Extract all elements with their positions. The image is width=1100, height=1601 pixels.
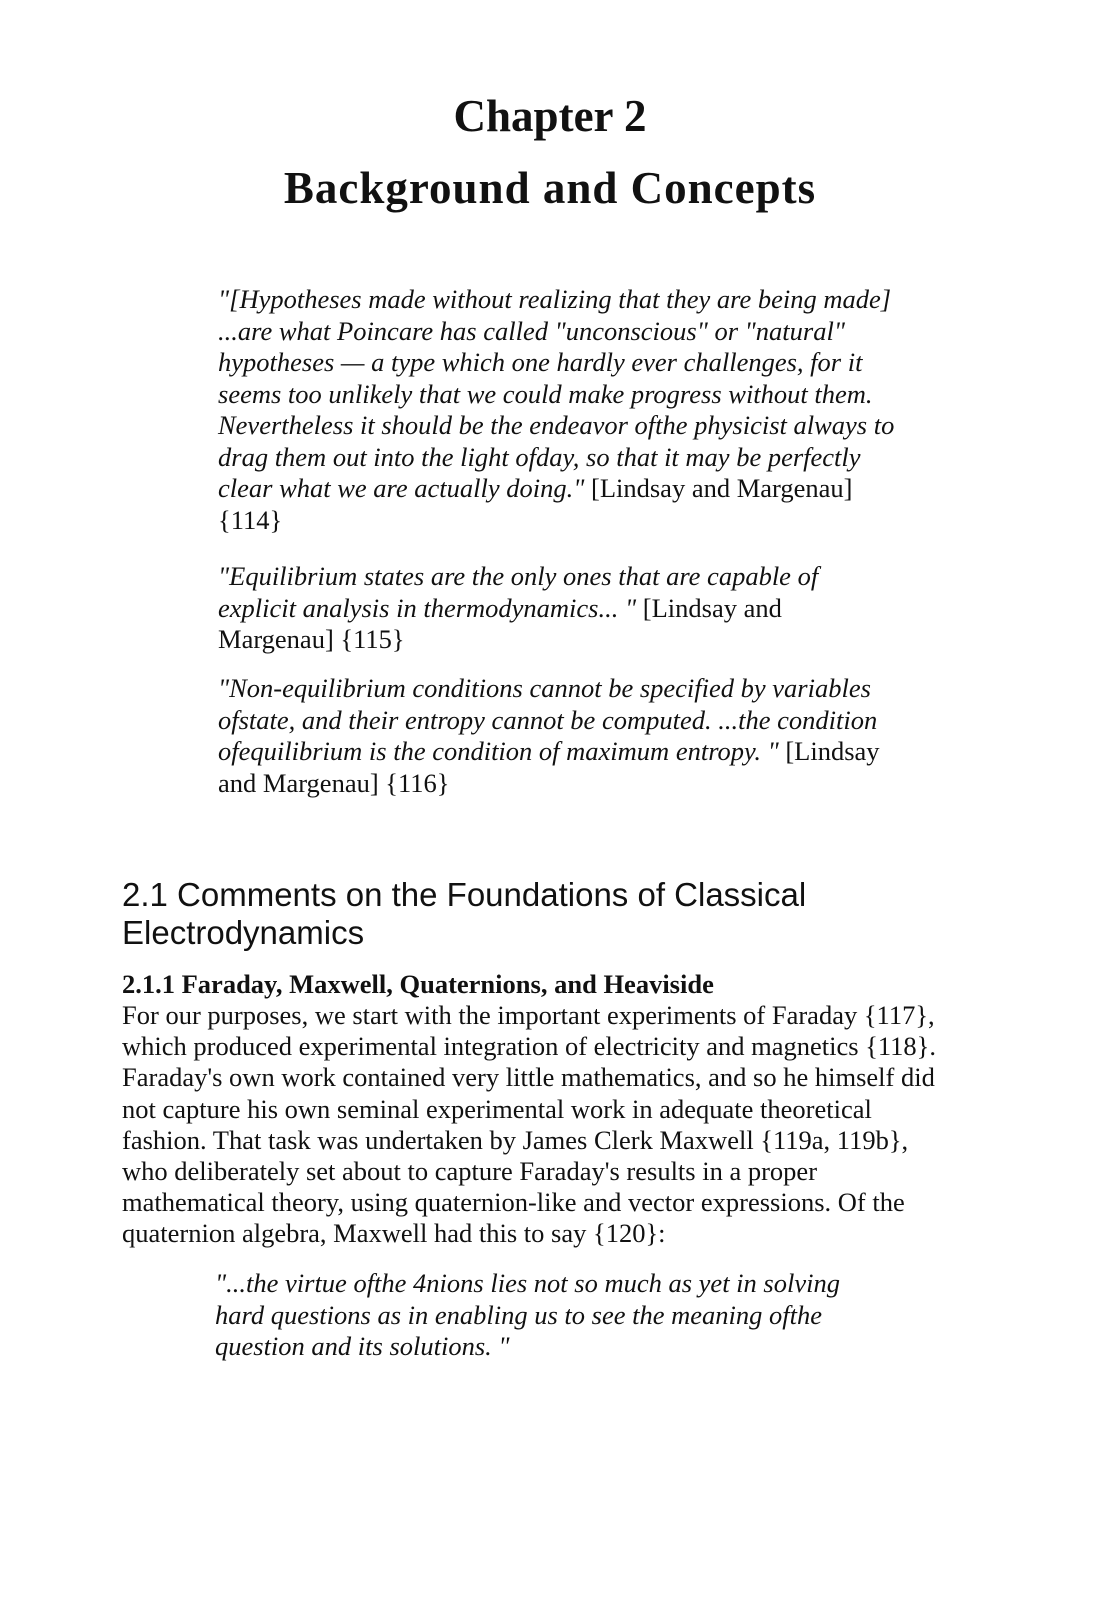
subsection-heading: 2.1.1 Faraday, Maxwell, Quaternions, and Heaviside — [122, 969, 714, 999]
section-heading: 2.1 Comments on the Foundations of Classical Electrodynamics — [122, 876, 807, 951]
chapter-title: Background and Concepts — [283, 163, 817, 213]
epigraph-quote: "[Hypotheses made without realizing that they are being made] ...are what Poincare has called "unconscious" or "natural" hypotheses — a type which one hardly ever challenges, for it seems too unlikely that we could make progress without them. Nevertheless it should be the endeavor ofthe physicist always to drag them out into the light ofday, so that it may be perfectly clear what we are actually doing." — [218, 284, 895, 503]
epigraph-citation: [Lindsay and Margenau] {116} — [218, 736, 880, 798]
epigraph-citation: [Lindsay and Margenau] {115} — [218, 592, 782, 654]
epigraph-2 — [218, 561, 898, 656]
epigraph-1 — [218, 284, 898, 536]
block-quote: "...the virtue ofthe 4nions lies not so much as yet in solving hard questions as in enabling us to see the meaning ofthe question and its solutions. " — [215, 1268, 840, 1361]
chapter-label: Chapter 2 — [453, 91, 647, 141]
epigraph-citation: [Lindsay and Margenau] {114} — [218, 473, 853, 535]
epigraph-3 — [218, 673, 898, 799]
epigraph-quote: "Non-equilibrium conditions cannot be specified by variables ofstate, and their entropy cannot be computed. ...the condition ofequilibrium is the condition of maximum entropy. " — [218, 673, 878, 766]
epigraph-quote: "Equilibrium states are the only ones that are capable of explicit analysis in thermodynamics... " — [218, 561, 819, 623]
body-paragraph: For our purposes, we start with the important experiments of Faraday {117}, which produced experimental integration of electricity and magnetics {118}. Faraday's own work contained very little mathematics, and so he himself did not capture his own seminal experimental work in adequate theoretical fashion. That task was undertaken by James Clerk Maxwell {119a, 119b}, who deliberately set about to capture Faraday's results in a proper mathematical theory, using quaternion-like and vector expressions. Of the quaternion algebra, Maxwell had this to say {120}: — [122, 1000, 937, 1249]
